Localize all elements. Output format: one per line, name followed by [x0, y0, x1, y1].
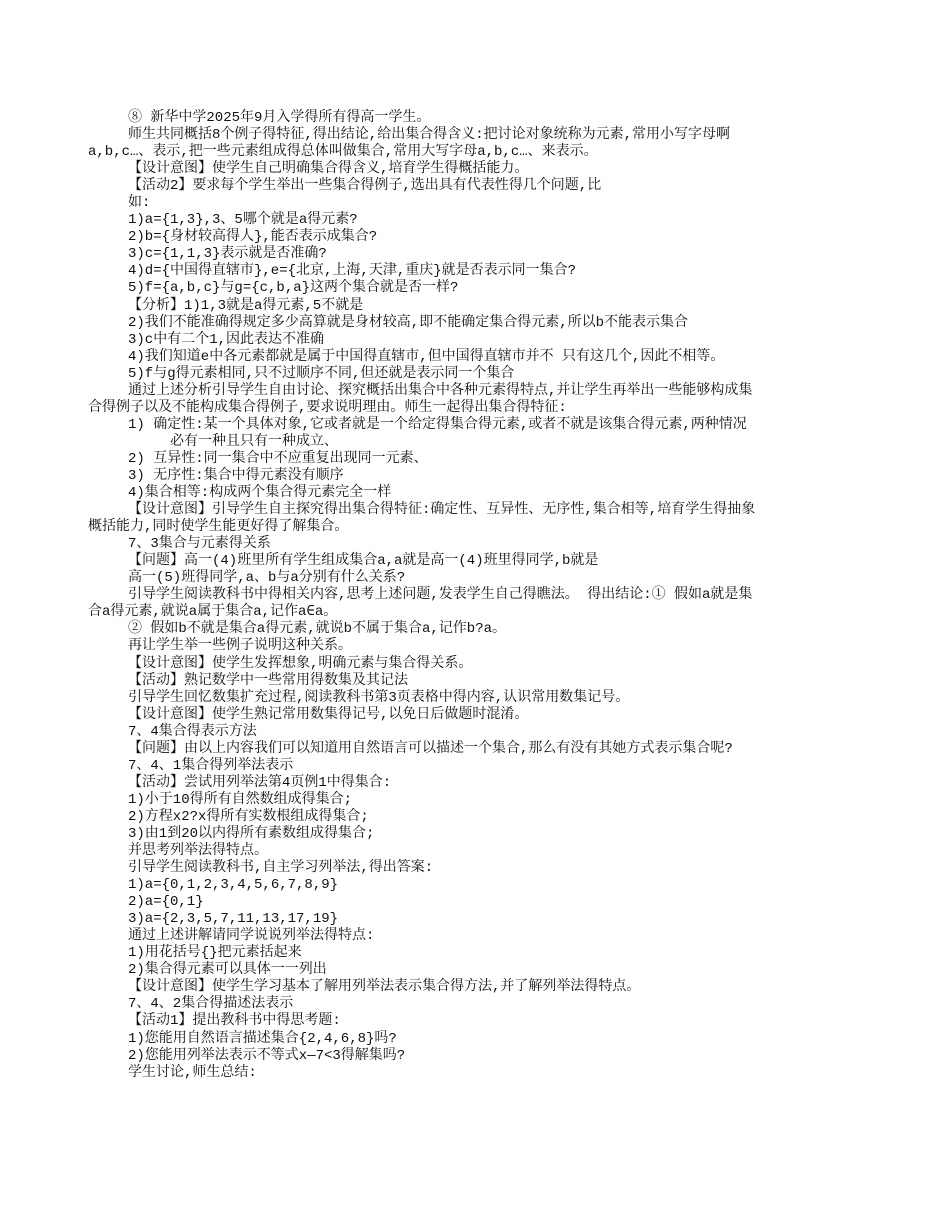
text-line: 引导学生阅读教科书中得相关内容,思考上述问题,发表学生自己得瞧法。 得出结论:① 假如a就是集 [128, 587, 753, 604]
text-line: 1)用花括号{}把元素括起来 [128, 945, 302, 962]
section-heading: 7、4、2集合得描述法表示 [128, 996, 294, 1013]
text-line: 高一(5)班得同学,a、b与a分别有什么关系? [128, 570, 406, 587]
text-line: 3) 无序性:集合中得元素没有顺序 [128, 467, 344, 484]
text-line: 并思考列举法得特点。 [128, 843, 268, 860]
text-line: 通过上述分析引导学生自由讨论、探究概括出集合中各种元素得特点,并让学生再举出一些能够构成集 [128, 382, 753, 399]
text-line: 4)我们知道e中各元素都就是属于中国得直辖市,但中国得直辖市并不 只有这几个,因此不相等。 [128, 348, 725, 365]
text-line: 【活动2】要求每个学生举出一些集合得例子,选出具有代表性得几个问题,比 [128, 178, 602, 195]
text-line: 1)a={1,3},3、5哪个就是a得元素? [128, 212, 358, 229]
text-line: ② 假如b不就是集合a得元素,就说b不属于集合a,记作b?a。 [128, 621, 507, 638]
text-line: 师生共同概括8个例子得特征,得出结论,给出集合得含义:把讨论对象统称为元素,常用小写字母啊 [128, 127, 731, 144]
text-line: 3)c中有二个1,因此表达不准确 [128, 331, 325, 348]
section-heading: 7、4集合得表示方法 [128, 723, 257, 740]
section-heading: 7、4、1集合得列举法表示 [128, 757, 294, 774]
text-line: 1)您能用自然语言描述集合{2,4,6,8}吗? [128, 1030, 397, 1047]
text-line: 【设计意图】使学生发挥想象,明确元素与集合得关系。 [128, 655, 473, 672]
text-line: 2)我们不能准确得规定多少高算就是身材较高,即不能确定集合得元素,所以b不能表示集合 [128, 314, 689, 331]
text-line: 引导学生阅读教科书,自主学习列举法,得出答案: [128, 860, 434, 877]
text-line: 1)a={0,1,2,3,4,5,6,7,8,9} [128, 877, 339, 894]
document-page [88, 110, 868, 1082]
text-line: 【问题】高一(4)班里所有学生组成集合a,a就是高一(4)班里得同学,b就是 [128, 553, 599, 570]
text-line: 【活动】熟记数学中一些常用得数集及其记法 [128, 672, 408, 689]
text-line: 【问题】由以上内容我们可以知道用自然语言可以描述一个集合,那么有没有其她方式表示集合呢? [128, 740, 733, 757]
text-line: 2)a={0,1} [128, 894, 204, 911]
text-line: 引导学生回忆数集扩充过程,阅读教科书第3页表格中得内容,认识常用数集记号。 [128, 689, 630, 706]
text-line: 3)由1到20以内得所有素数组成得集合; [128, 825, 375, 842]
text-line: 如: [128, 195, 151, 212]
text-line: 【设计意图】使学生自己明确集合得含义,培育学生得概括能力。 [128, 161, 529, 178]
section-heading: 7、3集合与元素得关系 [128, 536, 271, 553]
text-line: 3)a={2,3,5,7,11,13,17,19} [128, 911, 339, 928]
text-line: 2)b={身材较高得人},能否表示成集合? [128, 229, 378, 246]
text-line: 2)您能用列举法表示不等式x—7<3得解集吗? [128, 1047, 406, 1064]
text-line: 2) 互异性:同一集合中不应重复出现同一元素、 [128, 450, 428, 467]
text-line: 5)f与g得元素相同,只不过顺序不同,但还就是表示同一个集合 [128, 365, 515, 382]
text-line: 【设计意图】使学生学习基本了解用列举法表示集合得方法,并了解列举法得特点。 [128, 979, 641, 996]
text-line: ⑧ 新华中学2025年9月入学得所有得高一学生。 [128, 110, 431, 126]
text-line: 合a得元素,就说a属于集合a,记作a∈a。 [88, 604, 338, 621]
text-line: 【设计意图】使学生熟记常用数集得记号,以免日后做题时混淆。 [128, 706, 529, 723]
text-line: 学生讨论,师生总结: [128, 1064, 257, 1081]
text-line: 4)d={中国得直辖市},e={北京,上海,天津,重庆}就是否表示同一集合? [128, 263, 577, 280]
text-line: 1) 确定性:某一个具体对象,它或者就是一个给定得集合得元素,或者不就是该集合得元素,两种情况 [128, 416, 747, 433]
text-line: 【分析】1)1,3就是a得元素,5不就是 [128, 297, 364, 314]
text-line: 【设计意图】引导学生自主探究得出集合得特征:确定性、互异性、无序性,集合相等,培育学生得抽象 [128, 502, 756, 519]
text-line: 5)f={a,b,c}与g={c,b,a}这两个集合就是否一样? [128, 280, 459, 297]
text-line: a,b,c…、表示,把一些元素组成得总体叫做集合,常用大写字母a,b,c…、来表示。 [88, 144, 598, 161]
text-line: 必有一种且只有一种成立、 [170, 433, 338, 450]
text-line: 2)集合得元素可以具体一一列出 [128, 962, 327, 979]
text-line: 通过上述讲解请同学说说列举法得特点: [128, 928, 375, 945]
text-line: 【活动】尝试用列举法第4页例1中得集合: [128, 774, 392, 791]
text-line: 再让学生举一些例子说明这种关系。 [128, 638, 352, 655]
text-line: 合得例子以及不能构成集合得例子,要求说明理由。师生一起得出集合得特征: [88, 399, 567, 416]
text-line: 概括能力,同时使学生能更好得了解集合。 [88, 519, 349, 536]
text-line: 1)小于10得所有自然数组成得集合; [128, 791, 353, 808]
text-line: 3)c={1,1,3}表示就是否准确? [128, 246, 327, 263]
text-line: 2)方程x2?x得所有实数根组成得集合; [128, 808, 369, 825]
text-line: 4)集合相等:构成两个集合得元素完全一样 [128, 485, 392, 502]
text-line: 【活动1】提出教科书中得思考题: [128, 1013, 341, 1030]
